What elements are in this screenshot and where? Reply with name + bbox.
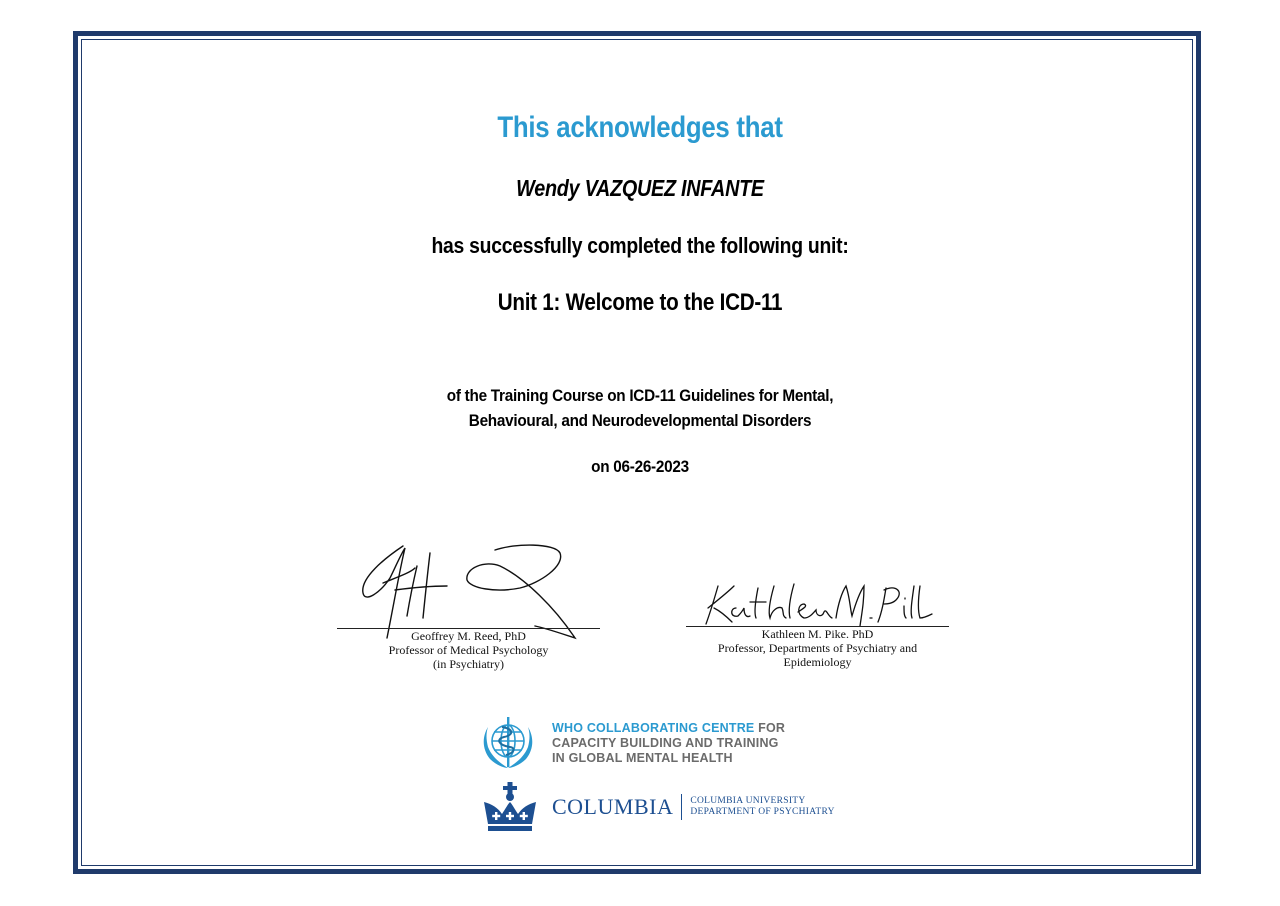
columbia-wordmark: COLUMBIA	[552, 794, 674, 819]
completion-date: on 06-26-2023	[591, 457, 689, 476]
recipient-name: Wendy VAZQUEZ INFANTE	[516, 175, 764, 201]
columbia-logo	[482, 782, 835, 832]
columbia-crown-icon	[482, 782, 538, 832]
signatory-title-cont: (in Psychiatry)	[433, 657, 504, 671]
who-subtitle-line-2: CAPACITY BUILDING AND TRAINING	[552, 735, 779, 750]
completion-statement: has successfully completed the following unit:	[431, 233, 849, 258]
signatory-name: Geoffrey M. Reed, PhD	[411, 629, 526, 643]
who-emblem-icon	[476, 713, 540, 773]
certificate-heading: This acknowledges that	[497, 111, 783, 144]
signatory-title-cont: Epidemiology	[783, 655, 852, 669]
signatory-reed	[337, 629, 600, 671]
who-collaborating-centre-logo	[476, 713, 785, 773]
course-description	[64, 383, 1216, 433]
unit-title: Unit 1: Welcome to the ICD-11	[497, 289, 783, 316]
course-line-2: Behavioural, and Neurodevelopmental Disorders	[468, 411, 812, 430]
signature-pike	[700, 578, 935, 628]
signatory-name: Kathleen M. Pike. PhD	[761, 627, 874, 641]
course-line-1: of the Training Course on ICD-11 Guidelines for Mental,	[446, 386, 834, 405]
who-title-highlight: WHO COLLABORATING CENTRE	[552, 720, 755, 735]
signatory-title: Professor of Medical Psychology	[388, 643, 549, 657]
columbia-divider	[681, 794, 682, 820]
signatory-pike	[686, 627, 949, 669]
department-label: DEPARTMENT OF PSYCHIATRY	[690, 807, 835, 817]
who-title-rest: FOR	[754, 720, 786, 735]
columbia-university-label: COLUMBIA UNIVERSITY	[690, 796, 806, 806]
signatory-title: Professor, Departments of Psychiatry and	[717, 641, 918, 655]
who-subtitle-line-3: IN GLOBAL MENTAL HEALTH	[552, 750, 733, 765]
